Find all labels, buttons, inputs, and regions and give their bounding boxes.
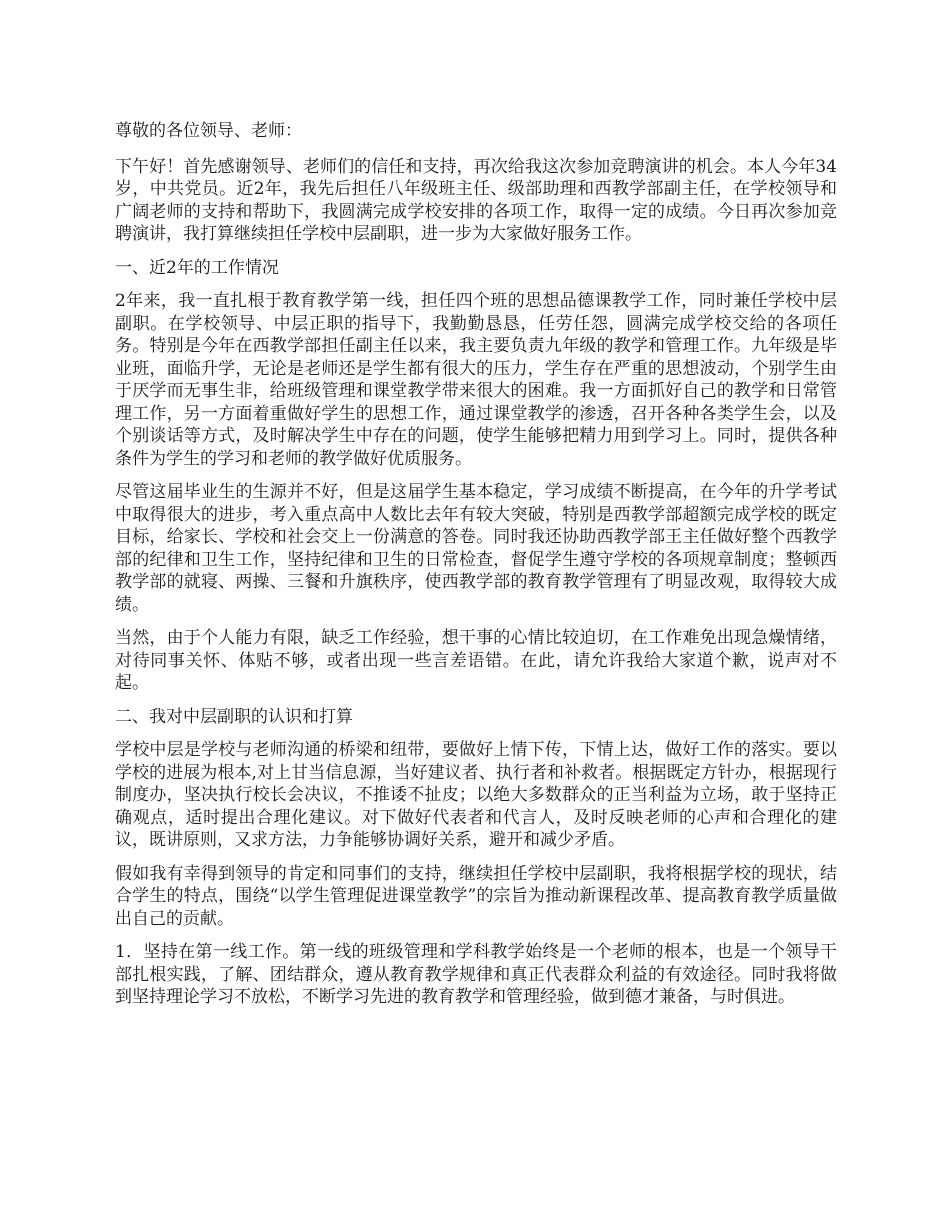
salutation: 尊敬的各位领导、老师： xyxy=(115,121,302,141)
document-body xyxy=(115,120,837,1020)
section-2-paragraph-1: 学校中层是学校与老师沟通的桥梁和纽带，要做好上情下传，下情上达，做好工作的落实。要以学校的进展为根本,对上甘当信息源，当好建议者、执行者和补救者。根据既定方针办，根据现行制度办，坚决执行校长会决议，不推诿不扯皮；以绝大多数群众的正当利益为立场，敢于坚持正确观点，适时提出合理化建议。对下做好代表者和代言人，及时反映老师的心声和合理化的建议，既讲原则，又求方法，力争能够协调好关系，避开和减少矛盾。 xyxy=(115,740,837,850)
section-2-paragraph-2: 假如我有幸得到领导的肯定和同事们的支持，继续担任学校中层副职，我将根据学校的现状，结合学生的特点，围绕“以学生管理促进课堂教学”的宗旨为推动新课程改革、提高教育教学质量做出自己的贡献。 xyxy=(115,863,837,929)
section-1-paragraph-1: 2年来，我一直扎根于教育教学第一线，担任四个班的思想品德课教学工作，同时兼任学校中层副职。在学校领导、中层正职的指导下，我勤勤恳恳，任劳任怨，圆满完成学校交给的各项任务。特别是今年在西教学部担任副主任以来，我主要负责九年级的教学和管理工作。九年级是毕业班，面临升学，无论是老师还是学生都有很大的压力，学生存在严重的思想波动，个别学生由于厌学而无事生非，给班级管理和课堂教学带来很大的困难。我一方面抓好自己的教学和日常管理工作，另一方面着重做好学生的思想工作，通过课堂教学的渗透，召开各种各类学生会，以及个别谈话等方式，及时解决学生中存在的问题，使学生能够把精力用到学习上。同时，提供各种条件为学生的学习和老师的教学做好优质服务。 xyxy=(115,291,837,469)
section-2-list-item-1: 1．坚持在第一线工作。第一线的班级管理和学科教学始终是一个老师的根本，也是一个领导干部扎根实践，了解、团结群众，遵从教育教学规律和真正代表群众利益的有效途径。同时我将做到坚持理论学习不放松，不断学习先进的教育教学和管理经验，做到德才兼备，与时俱进。 xyxy=(115,942,837,1007)
section-1-heading: 一、近2年的工作情况 xyxy=(115,257,279,278)
intro-paragraph: 下午好！首先感谢领导、老师们的信任和支持，再次给我这次参加竞聘演讲的机会。本人今年34岁，中共党员。近2年，我先后担任八年级班主任、级部助理和西教学部副主任，在学校领导和广阔老师的支持和帮助下，我圆满完成学校安排的各项工作，取得一定的成绩。今日再次参加竞聘演讲，我打算继续担任学校中层副职，进一步为大家做好服务工作。 xyxy=(115,156,837,244)
section-2-heading: 二、我对中层副职的认识和打算 xyxy=(115,706,353,727)
section-1-paragraph-2: 尽管这届毕业生的生源并不好，但是这届学生基本稳定，学习成绩不断提高，在今年的升学考试中取得很大的进步，考入重点高中人数比去年有较大突破，特别是西教学部超额完成学校的既定目标，给家长、学校和社会交上一份满意的答卷。同时我还协助西教学部王主任做好整个西教学部的纪律和卫生工作，坚持纪律和卫生的日常检查，督促学生遵守学校的各项规章制度；整顿西教学部的就寝、两操、三餐和升旗秩序，使西教学部的教育教学管理有了明显改观，取得较大成绩。 xyxy=(115,482,837,615)
section-1-paragraph-3: 当然，由于个人能力有限，缺乏工作经验，想干事的心情比较迫切，在工作难免出现急燥情绪，对待同事关怀、体贴不够，或者出现一些言差语错。在此，请允许我给大家道个歉，说声对不起。 xyxy=(115,628,837,693)
